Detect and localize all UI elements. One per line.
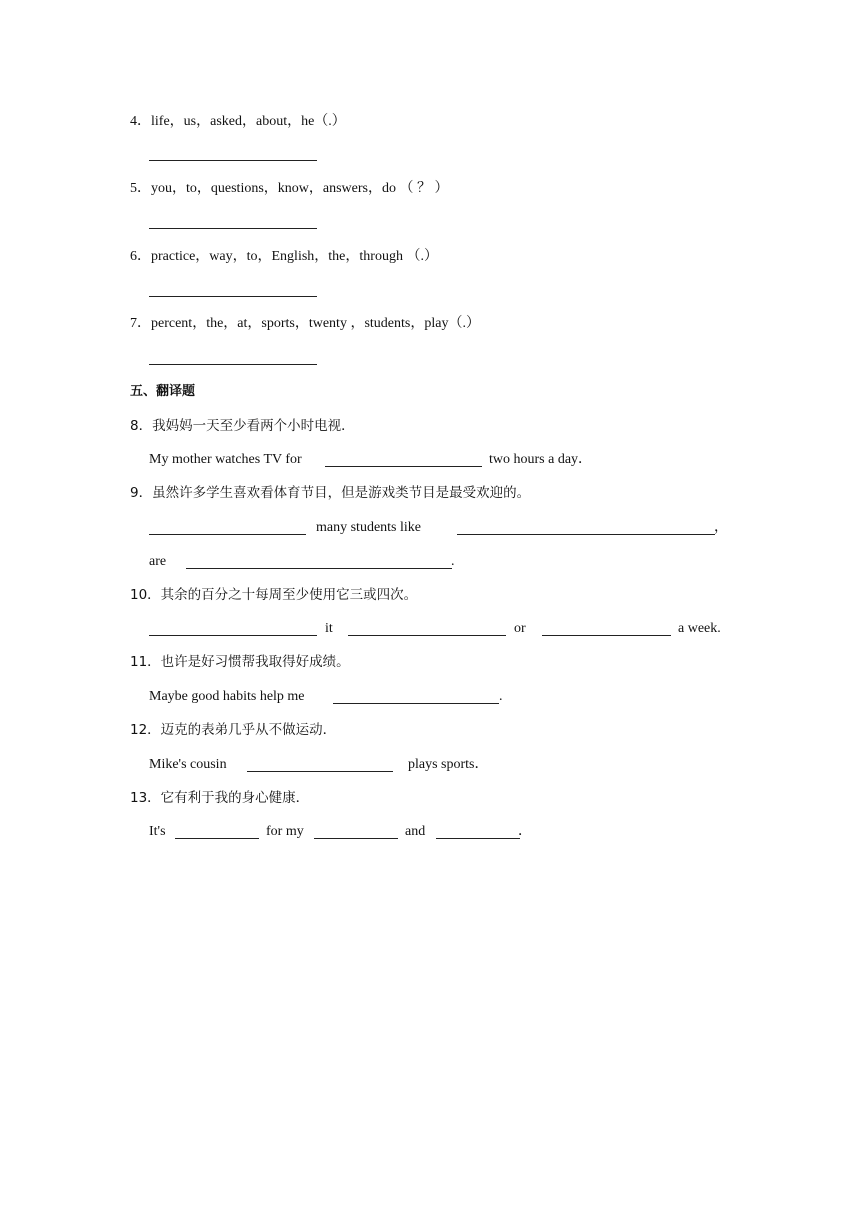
answer-blank-10a[interactable] xyxy=(149,635,317,636)
answer-blank-13a[interactable] xyxy=(175,838,259,839)
answer-blank-9a[interactable] xyxy=(149,534,306,535)
answer-blank-9b[interactable] xyxy=(457,534,715,535)
question-8-text-after: two hours a day． xyxy=(489,452,593,467)
answer-blank-12[interactable] xyxy=(247,771,393,772)
question-11-text-before: Maybe good habits help me xyxy=(149,689,305,704)
section-title: 五、翻译题 xyxy=(130,384,196,399)
answer-blank-11[interactable] xyxy=(333,703,499,704)
answer-blank-4[interactable] xyxy=(149,160,317,161)
question-9-prompt: 9．虽然许多学生喜欢看体育节目，但是游戏类节目是最受欢迎的。 xyxy=(130,485,531,501)
question-12-prompt: 12．迈克的表弟几乎从不做运动． xyxy=(130,722,337,738)
answer-blank-7[interactable] xyxy=(149,364,317,365)
question-9-comma: ， xyxy=(714,520,728,535)
answer-blank-6[interactable] xyxy=(149,296,317,297)
question-13-end: ． xyxy=(518,824,532,839)
question-7: 7．percent，the，at，sports，twenty ，students，play（.） xyxy=(130,316,480,331)
answer-blank-10b[interactable] xyxy=(348,635,506,636)
answer-blank-13b[interactable] xyxy=(314,838,398,839)
question-9-text-are: are xyxy=(149,554,167,569)
question-8-prompt: 8．我妈妈一天至少看两个小时电视． xyxy=(130,418,355,434)
question-13-prompt: 13．它有利于我的身心健康． xyxy=(130,790,310,806)
answer-blank-5[interactable] xyxy=(149,228,317,229)
question-11-prompt: 11．也许是好习惯帮我取得好成绩。 xyxy=(130,654,350,670)
question-13-text-its: It's xyxy=(149,824,166,839)
answer-blank-9c[interactable] xyxy=(186,568,452,569)
question-6: 6．practice，way，to，English，the，through （.） xyxy=(130,249,438,264)
question-13-text-and: and xyxy=(405,824,426,839)
question-12-text-before: Mike's cousin xyxy=(149,757,227,772)
question-11-end: . xyxy=(499,689,503,704)
answer-blank-10c[interactable] xyxy=(542,635,671,636)
question-10-end: a week. xyxy=(678,621,721,636)
answer-blank-8[interactable] xyxy=(325,466,482,467)
question-13-text-for-my: for my xyxy=(266,824,304,839)
question-12-text-after: plays sports． xyxy=(408,757,489,772)
question-10-text-or: or xyxy=(514,621,526,636)
question-9-end: . xyxy=(451,554,455,569)
question-10-prompt: 10．其余的百分之十每周至少使用它三或四次。 xyxy=(130,587,418,603)
question-10-text-it: it xyxy=(325,621,333,636)
question-4: 4．life，us，asked，about，he（.） xyxy=(130,114,346,129)
question-5: 5．you，to，questions，know，answers，do （ ？ ） xyxy=(130,181,449,196)
question-8-text-before: My mother watches TV for xyxy=(149,452,302,467)
question-9-text-mid: many students like xyxy=(316,520,421,535)
answer-blank-13c[interactable] xyxy=(436,838,520,839)
